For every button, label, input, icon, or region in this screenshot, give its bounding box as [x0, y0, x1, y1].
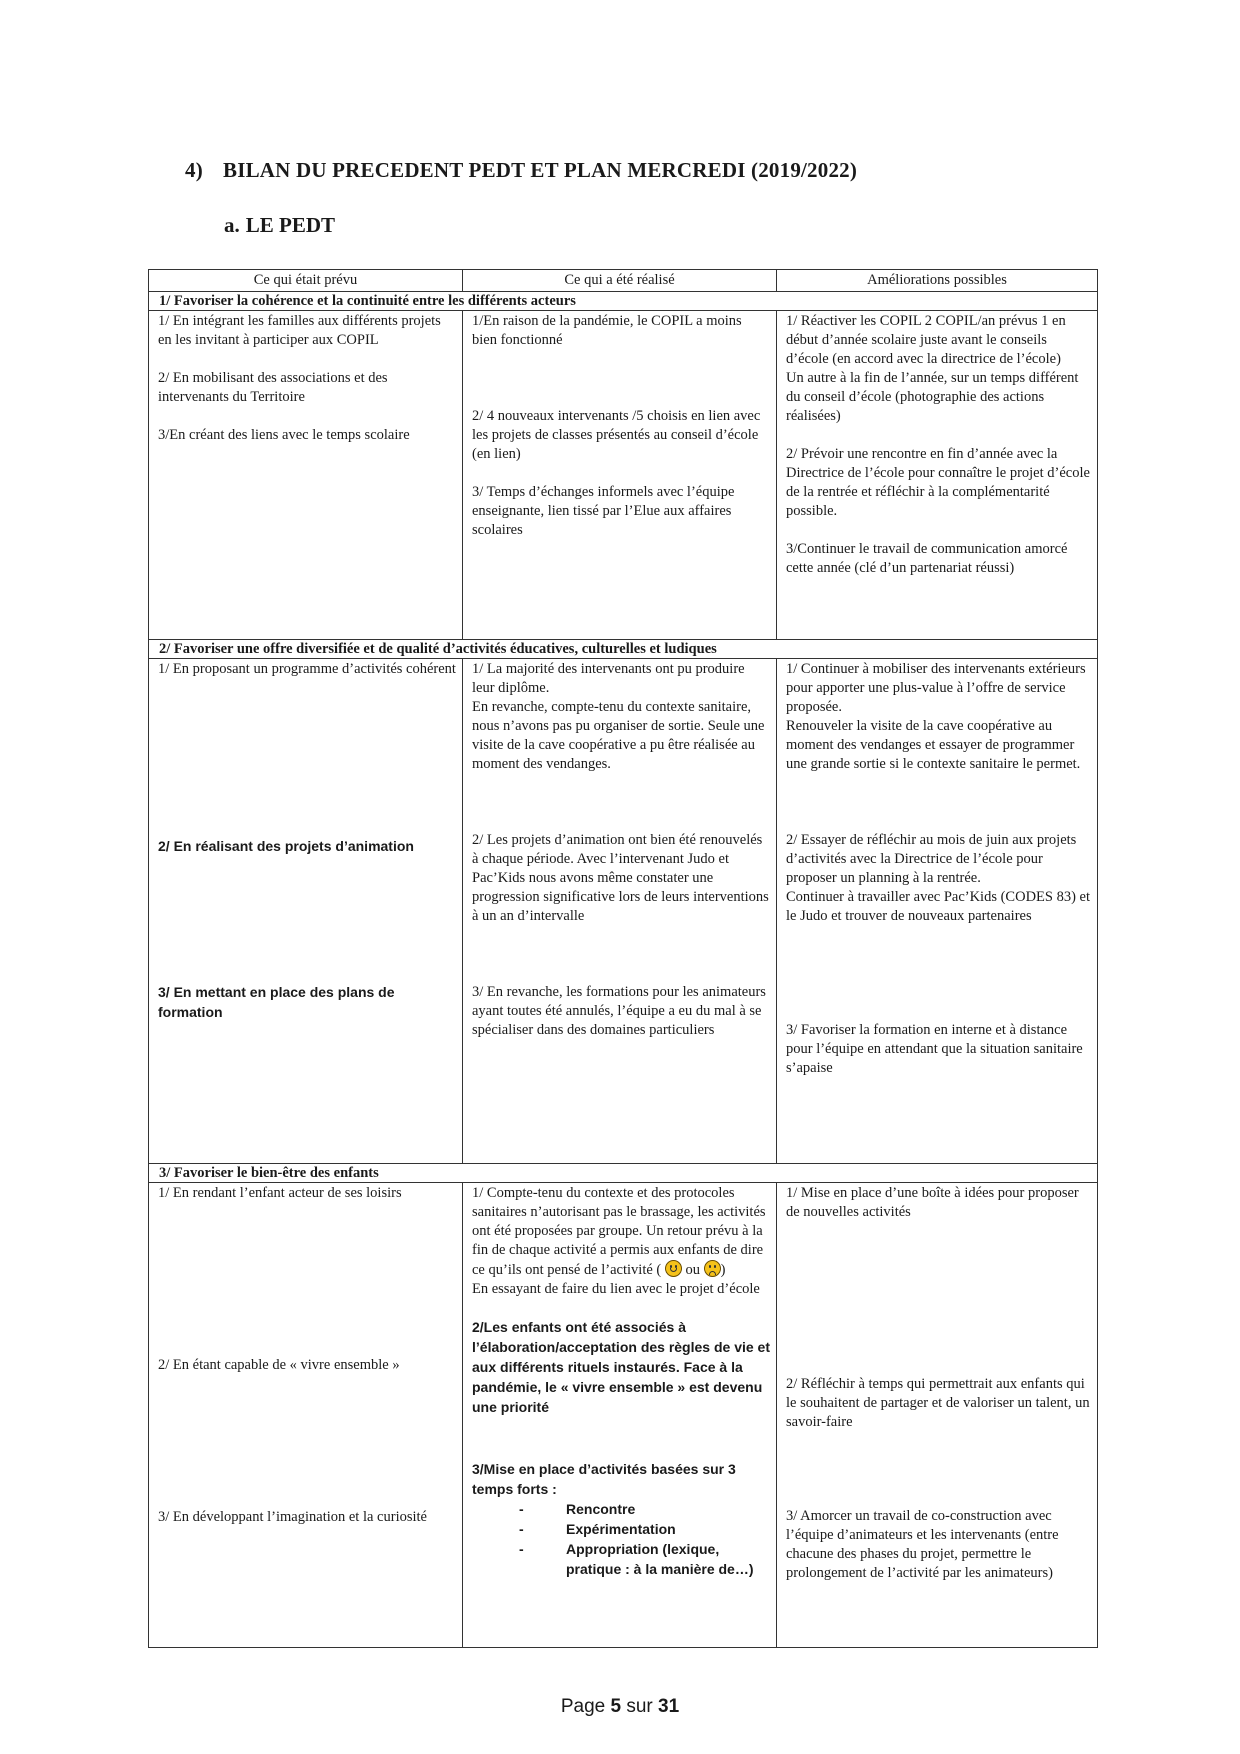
- table-row: [149, 311, 1098, 640]
- list-item: - Appropriation (lexique, pratique : à la manière de…): [519, 1539, 770, 1579]
- planned-cell: 1/ En intégrant les familles aux différents projets en les invitant à participer aux COPIL 2/ En mobilisant des associations et des intervenants du Territoire 3/En créant des liens avec le temps scolaire: [149, 311, 463, 640]
- table-row: [149, 659, 1098, 1164]
- achieved-cell: 1/En raison de la pandémie, le COPIL a moins bien fonctionné 2/ 4 nouveaux intervenants /5 choisis en lien avec les projets de classes présentés au conseil d’école (en lien) 3/ Temps d’échanges informels avec l’équipe enseignante, lien tissé par l’Elue aux affaires scolaires: [463, 311, 777, 640]
- improvement-item-1: 1/ Continuer à mobiliser des intervenants extérieurs pour apporter une plus-value à l’offre de service proposée. Renouveler la visite de la cave coopérative au moment des vendanges et essayer de programmer une grande sortie si le contexte sanitaire le permet.: [786, 661, 1086, 772]
- column-header-improvements: Améliorations possibles: [777, 270, 1098, 292]
- improvement-cell: [777, 1183, 1098, 1648]
- achieved-item-3-intro: 3/Mise en place d’activités basées sur 3 temps forts :: [472, 1461, 736, 1497]
- achieved-item-3: 3/ En revanche, les formations pour les animateurs ayant toutes été annulés, l’équipe a eu du mal à se spécialiser dans des domaines particuliers: [472, 984, 766, 1038]
- improvement-cell: 1/ Réactiver les COPIL 2 COPIL/an prévus 1 en début d’année scolaire juste avant le conseils d’école (en accord avec la directrice de l’école) Un autre à la fin de l’année, sur un temps différent du conseil d’école (photographie des actions réalisées) 2/ Prévoir une rencontre en fin d’année avec la Directrice de l’école pour connaître le projet d’école de la rentrée et réfléchir à la complémentarité possible. 3/Continuer le travail de communication amorcé cette année (clé d’un partenariat réussi): [777, 311, 1098, 640]
- section-title-3: 3/ Favoriser le bien-être des enfants: [149, 1164, 1098, 1183]
- achieved-item-1: [472, 1184, 770, 1280]
- achieved-cell: [463, 1183, 777, 1648]
- planned-cell: [149, 1183, 463, 1648]
- planned-item-3: 3/ En mettant en place des plans de formation: [158, 984, 395, 1020]
- planned-item-2: 2/ En réalisant des projets d’animation: [158, 838, 414, 854]
- achieved-item-2: 2/Les enfants ont été associés à l’élaboration/acceptation des règles de vie et aux différents rituels instaurés. Face à la pandémie, le « vivre ensemble » est devenu une priorité: [472, 1319, 770, 1415]
- subsection-title: LE PEDT: [245, 213, 336, 237]
- section-title-2: 2/ Favoriser une offre diversifiée et de qualité d’activités éducatives, culturelles et ludiques: [149, 640, 1098, 659]
- total-page-number: 31: [658, 1696, 680, 1717]
- achieved-item-1: 1/ La majorité des intervenants ont pu produire leur diplôme. En revanche, compte-tenu du contexte sanitaire, nous n’avons pas pu organiser de sortie. Seule une visite de la cave coopérative a pu être réalisée au moment des vendanges.: [472, 661, 765, 772]
- subsection-number: a.: [224, 213, 240, 237]
- section-title-1: 1/ Favoriser la cohérence et la continuité entre les différents acteurs: [149, 292, 1098, 311]
- achieved-item-3: [472, 1459, 770, 1579]
- section-number: 4): [185, 158, 203, 182]
- column-header-achieved: Ce qui a été réalisé: [463, 270, 777, 292]
- frowning-face-icon: [704, 1260, 721, 1277]
- improvement-item-3: 3/ Amorcer un travail de co-construction avec l’équipe d’animateurs et les intervenants (entre chacune des phases du projet, permettre le prolongement de l’activité par les animateurs): [786, 1508, 1059, 1581]
- smiling-face-icon: [665, 1260, 682, 1277]
- footer-middle: sur: [626, 1696, 653, 1717]
- improvement-item-2: 2/ Essayer de réfléchir au mois de juin aux projets d’activités avec la Directrice de l’école pour proposer un planning à la rentrée. Continuer à travailler avec Pac’Kids (CODES 83) et le Judo et trouver de nouveaux partenaires: [786, 832, 1091, 924]
- subsection-heading: [224, 213, 335, 238]
- section-row-3: [149, 1164, 1098, 1183]
- strong-times-list: [472, 1499, 770, 1579]
- planned-item-1: 1/ En proposant un programme d’activités cohérent: [158, 661, 456, 677]
- section-row-2: [149, 640, 1098, 659]
- list-item: - Expérimentation: [519, 1519, 770, 1539]
- improvement-item-1: 1/ Mise en place d’une boîte à idées pour proposer de nouvelles activités: [786, 1185, 1079, 1220]
- planned-item-1: 1/ En rendant l’enfant acteur de ses loisirs: [158, 1185, 402, 1201]
- section-title: BILAN DU PRECEDENT PEDT ET PLAN MERCREDI (2019/2022): [223, 158, 858, 182]
- footer-prefix: Page: [560, 1696, 606, 1717]
- pedt-review-table: [148, 269, 1098, 1648]
- achieved-item-2: 2/ Les projets d’animation ont bien été renouvelés à chaque période. Avec l’intervenant Judo et Pac’Kids nous avons même constater une progression significative lors de leurs interventions à un an d’intervalle: [472, 832, 769, 924]
- list-item: - Rencontre: [519, 1499, 770, 1519]
- planned-cell: [149, 659, 463, 1164]
- section-heading: [185, 158, 857, 183]
- achieved-item-1b: En essayant de faire du lien avec le projet d’école: [472, 1281, 760, 1297]
- achieved-item-1-or: ou: [685, 1262, 700, 1278]
- improvement-item-2: 2/ Réfléchir à temps qui permettrait aux enfants qui le souhaitent de partager et de valoriser un talent, un savoir-faire: [786, 1376, 1090, 1430]
- table-row: [149, 1183, 1098, 1648]
- current-page-number: 5: [610, 1696, 622, 1717]
- section-row-1: [149, 292, 1098, 311]
- improvement-item-3: 3/ Favoriser la formation en interne et à distance pour l’équipe en attendant que la situation sanitaire s’apaise: [786, 1022, 1083, 1076]
- planned-item-3: 3/ En développant l’imagination et la curiosité: [158, 1509, 427, 1525]
- column-header-planned: Ce qui était prévu: [149, 270, 463, 292]
- table-header-row: [149, 270, 1098, 292]
- page-footer: [0, 1696, 1240, 1718]
- achieved-cell: [463, 659, 777, 1164]
- improvement-cell: [777, 659, 1098, 1164]
- achieved-item-1-close: ): [720, 1262, 726, 1278]
- achieved-item-1-text: 1/ Compte-tenu du contexte et des protocoles sanitaires n’autorisant pas le brassage, les activités ont été proposées par groupe. Un retour prévu à la fin de chaque activité a permis aux enfants de dire ce qu’ils ont pensé de l’activité (: [472, 1185, 766, 1278]
- planned-item-2: 2/ En étant capable de « vivre ensemble »: [158, 1357, 400, 1373]
